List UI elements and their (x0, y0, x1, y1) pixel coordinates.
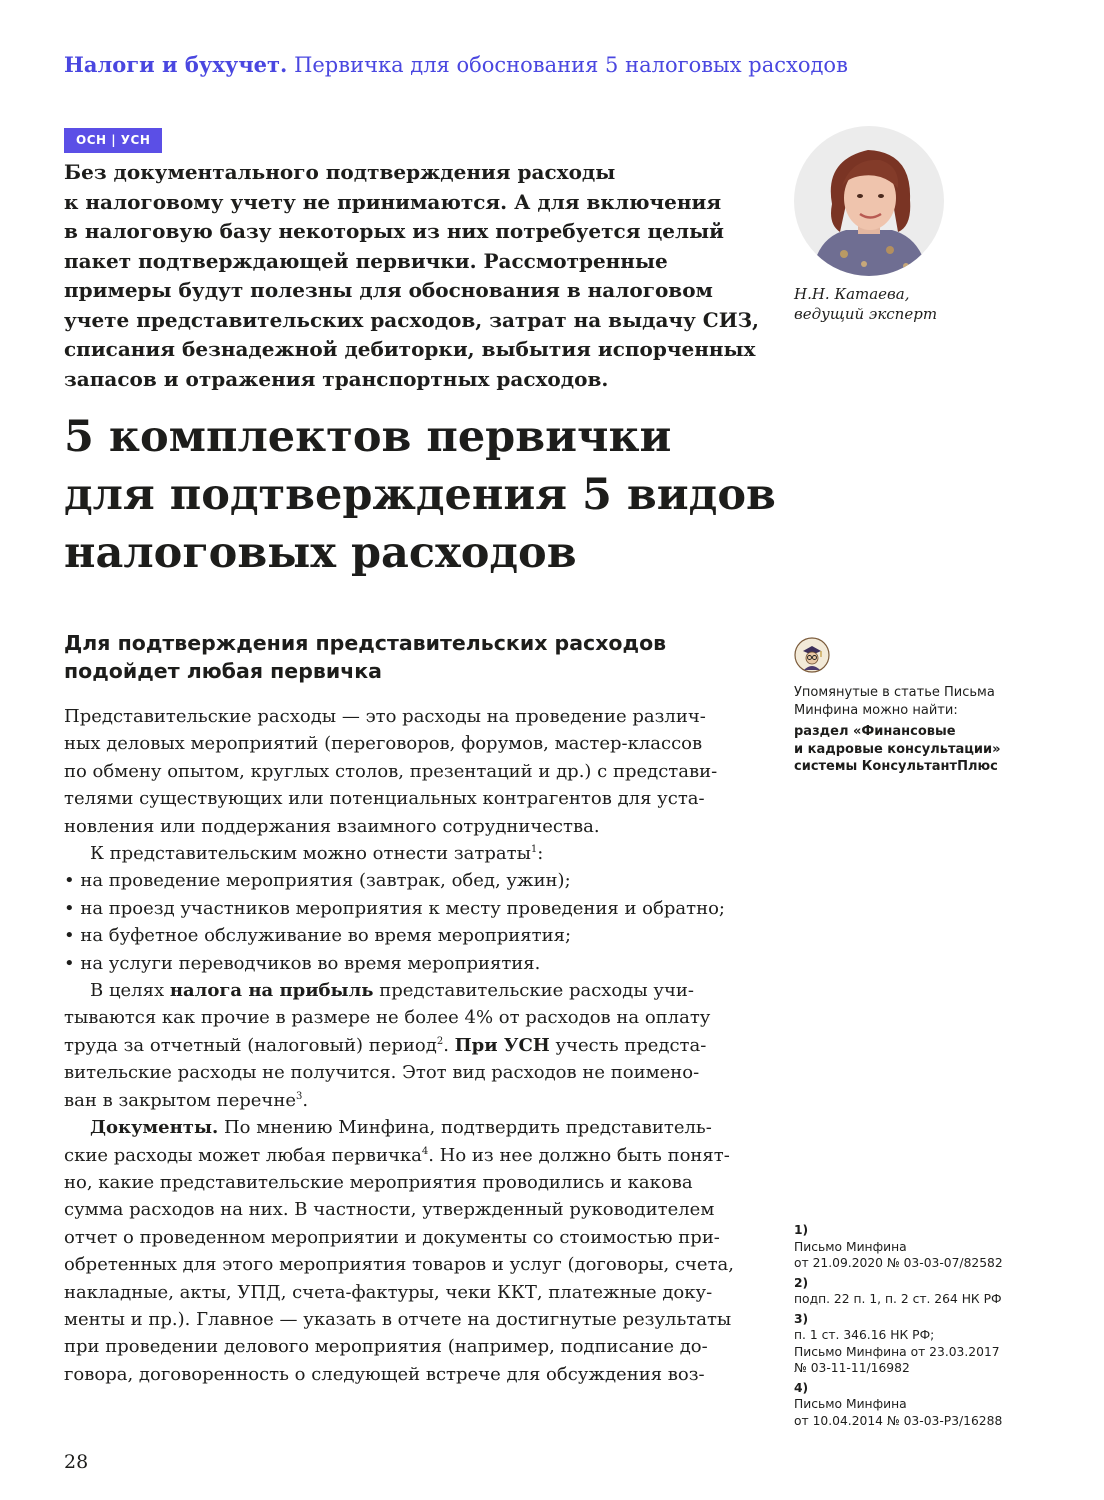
author-name: Н.Н. Катаева, (794, 285, 910, 303)
lead-line: в налоговую базу некоторых из них потребуется целый (64, 219, 724, 243)
body-line (64, 1114, 744, 1141)
body-line (64, 1087, 744, 1114)
body-line: говора, договоренность о следующей встрече для обсуждения воз- (64, 1363, 705, 1385)
footnote-text: подп. 22 п. 1, п. 2 ст. 264 НК РФ (794, 1292, 1002, 1306)
footnote-number: 4) (794, 1380, 809, 1395)
footnote-ref: 1 (530, 844, 538, 856)
sidenote-line: Минфина можно найти: (794, 702, 958, 718)
body-line: накладные, акты, УПД, счета-фактуры, чеки ККТ, платежные доку- (64, 1281, 713, 1303)
body-line: тываются как прочие в размере не более 4% от расходов на оплату (64, 1007, 711, 1029)
footnote-line (794, 1275, 1003, 1308)
footnote (794, 1222, 1003, 1272)
sidenote-bold-line: системы КонсультантПлюс (794, 759, 998, 774)
body-text-run: труда за отчетный (налоговый) период (64, 1034, 437, 1056)
body-line: при проведении делового мероприятия (например, подписание до- (64, 1336, 708, 1358)
lead-paragraph (64, 158, 759, 394)
footnote-ref: 3 (295, 1090, 303, 1102)
lead-line: примеры будут полезны для обоснования в налоговом (64, 278, 713, 302)
body-text-run: К представительским можно отнести затраты (90, 843, 531, 865)
body-text-run: . (302, 1089, 309, 1111)
body-text-run: представительские расходы учи- (373, 980, 694, 1002)
footnote-text: Письмо Минфина (794, 1239, 907, 1254)
tax-regime-tag: ОСН | УСН (64, 128, 162, 153)
footnote (794, 1311, 1003, 1377)
sidenote-bold-line: и кадровые консультации» (794, 741, 1001, 757)
body-line: вительские расходы не получится. Этот вид расходов не поимено- (64, 1062, 700, 1084)
body-text-run: ские расходы может любая первичка (64, 1144, 422, 1166)
footnote-line (794, 1380, 1003, 1413)
footnote-text: п. 1 ст. 346.16 НК РФ; (794, 1328, 935, 1342)
footnote-number: 1) (794, 1223, 809, 1237)
body-text-run: . Но из нее должно быть понят- (428, 1144, 730, 1166)
footnote (794, 1380, 1003, 1430)
body-text-run: : (537, 843, 544, 865)
footnote-line: Письмо Минфина от 23.03.2017 (794, 1344, 1000, 1359)
footnote-text: Письмо Минфина (794, 1397, 907, 1411)
bullet-item: • на проведение мероприятия (завтрак, обед, ужин); (64, 870, 571, 892)
footnote (794, 1275, 1003, 1308)
consultant-plus-icon (794, 637, 830, 673)
footnote-line (794, 1222, 1003, 1255)
title-line: для подтверждения 5 видов (64, 470, 776, 520)
footnote-ref: 4 (421, 1145, 429, 1157)
author-role: ведущий эксперт (794, 305, 938, 323)
lead-line: запасов и отражения транспортных расходов. (64, 366, 609, 391)
subheading-line: Для подтверждения представительских расходов (64, 631, 667, 655)
sidenote-line: Упомянутые в статье Письма (794, 685, 995, 700)
body-line: менты и пр.). Главное — указать в отчете на достигнутые результаты (64, 1308, 732, 1330)
footnote-line (794, 1311, 1003, 1344)
lead-line: Без документального подтверждения расходы (64, 160, 616, 184)
emphasis-text: При УСН (454, 1034, 550, 1056)
footnote-line: от 10.04.2014 № 03-03-Р3/16288 (794, 1413, 1003, 1428)
section-subheading (64, 629, 666, 685)
title-line: 5 комплектов первички (64, 412, 672, 462)
sidenote-bold-line: раздел «Финансовые (794, 724, 956, 739)
body-text-run: учесть предста- (549, 1034, 707, 1056)
consultant-plus-icon-graphic (794, 637, 830, 673)
running-head (64, 52, 848, 77)
author-portrait (794, 126, 944, 276)
article-body (64, 703, 744, 1388)
body-line: Представительские расходы — это расходы на проведение различ- (64, 706, 706, 727)
author-portrait-illustration (794, 126, 944, 276)
body-line: отчет о проведенном мероприятии и документы со стоимостью при- (64, 1226, 720, 1248)
bullet-item: • на услуги переводчиков во время мероприятия. (64, 952, 541, 974)
body-line (64, 840, 744, 867)
lead-line: учете представительских расходов, затрат на выдачу СИЗ, (64, 307, 760, 332)
body-line: но, какие представительские мероприятия проводились и какова (64, 1171, 693, 1193)
title-line: налоговых расходов (64, 528, 577, 578)
body-line: ных деловых мероприятий (переговоров, форумов, мастер-классов (64, 733, 703, 755)
bullet-item: • на проезд участников мероприятия к месту проведения и обратно; (64, 897, 725, 919)
body-text-run: ван в закрытом перечне (64, 1089, 296, 1111)
running-head-section: Налоги и бухучет. (64, 52, 288, 77)
subheading-line: подойдет любая первичка (64, 659, 383, 683)
body-text-run: . (443, 1034, 455, 1056)
footnote-line: от 21.09.2020 № 03-03-07/82582 (794, 1256, 1003, 1270)
body-line: телями существующих или потенциальных контрагентов для уста- (64, 788, 705, 810)
footnote-number: 3) (794, 1311, 809, 1326)
footnote-ref: 2 (436, 1035, 444, 1047)
emphasis-text: налога на прибыль (169, 980, 374, 1002)
body-line (64, 977, 744, 1004)
body-line: новления или поддержания взаимного сотрудничества. (64, 815, 600, 837)
footnote-line: № 03-11-11/16982 (794, 1361, 910, 1375)
lead-line: к налоговому учету не принимаются. А для включения (64, 189, 722, 214)
bullet-item: • на буфетное обслуживание во время мероприятия; (64, 925, 572, 947)
body-line (64, 1032, 744, 1059)
body-line (64, 1142, 744, 1169)
page-number: 28 (64, 1451, 89, 1473)
sidebar-note (794, 684, 1001, 776)
emphasis-text: Документы. (90, 1117, 219, 1139)
running-head-topic: Первичка для обоснования 5 налоговых расходов (294, 53, 848, 77)
footnotes (794, 1222, 1003, 1432)
article-title (64, 408, 776, 582)
body-text-run: В целях (90, 980, 170, 1002)
body-line: сумма расходов на них. В частности, утвержденный руководителем (64, 1199, 715, 1221)
lead-line: пакет подтверждающей первички. Рассмотренные (64, 248, 668, 273)
body-line: по обмену опытом, круглых столов, презентаций и др.) с представи- (64, 760, 718, 782)
body-text-run: По мнению Минфина, подтвердить представитель- (218, 1117, 712, 1139)
lead-line: списания безнадежной дебиторки, выбытия испорченных (64, 337, 756, 361)
body-line: обретенных для этого мероприятия товаров и услуг (договоры, счета, (64, 1254, 734, 1276)
footnote-number: 2) (794, 1275, 809, 1290)
